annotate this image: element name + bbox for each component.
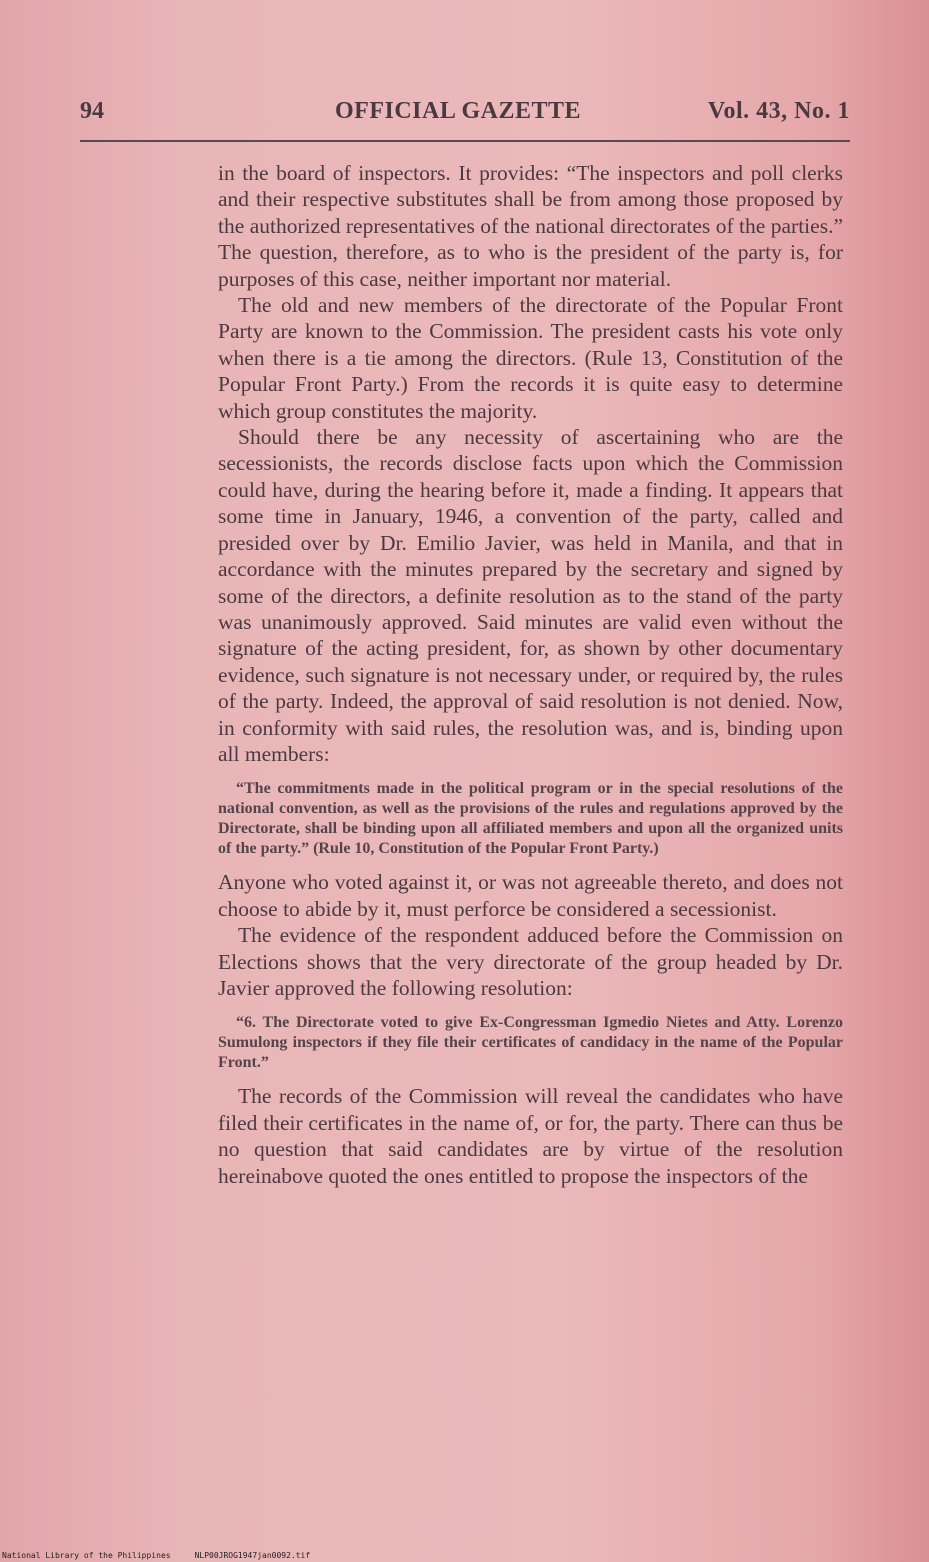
body-text [218,160,843,1189]
block-quote: “6. The Directorate voted to give Ex-Congressman Igmedio Nietes and Atty. Lorenzo Sumulong inspectors if they file their certificates of candidacy in the name of the Popular Front.” [218,1014,843,1072]
paragraph: The old and new members of the directorate of the Popular Front Party are known to the Commission. The president casts his vote only when there is a tie among the directors. (Rule 13, Constitution of the Popular Front Party.) From the records it is quite easy to determine which group constitutes the majority. [218,293,843,423]
paragraph: Should there be any necessity of ascertaining who are the secessionists, the records disclose facts upon which the Commission could have, during the hearing before it, made a finding. It appears that some time in January, 1946, a convention of the party, called and presided over by Dr. Emilio Javier, was held in Manila, and that in accordance with the minutes prepared by the secretary and signed by some of the directors, a definite resolution as to the stand of the party was unanimously approved. Said minutes are valid even without the signature of the acting president, for, as shown by other documentary evidence, such signature is not necessary under, or required by, the rules of the party. Indeed, the approval of said resolution is not denied. Now, in conformity with said rules, the resolution was, and is, binding upon all members: [218,425,843,766]
paragraph: The records of the Commission will reveal the candidates who have filed their certificates in the name of, or for, the party. There can thus be no question that said candidates are by virtue of the resolution hereinabove quoted the ones entitled to propose the inspectors of the [218,1084,843,1188]
page-number: 94 [80,98,104,124]
publication-title: OFFICIAL GAZETTE [335,98,582,124]
paragraph: The evidence of the respondent adduced before the Commission on Elections shows that the very directorate of the group headed by Dr. Javier approved the following resolution: [218,923,843,1000]
footer-file: NLP00JROG1947jan0092.tif [194,1551,311,1560]
header-rule [80,140,850,142]
paragraph: in the board of inspectors. It provides: “The inspectors and poll clerks and their respective substitutes shall be from among those proposed by the authorized representatives of the national directorates of the parties.” The question, therefore, as to who is the president of the party is, for purposes of this case, neither important nor material. [218,161,843,291]
scan-footer [2,1551,310,1560]
paragraph: Anyone who voted against it, or was not agreeable thereto, and does not choose to abide by it, must perforce be considered a secessionist. [218,870,843,921]
volume-number: Vol. 43, No. 1 [707,98,850,124]
footer-library: National Library of the Philippines [2,1551,171,1560]
running-header [80,98,850,134]
block-quote: “The commitments made in the political program or in the special resolutions of the national convention, as well as the provisions of the rules and regulations approved by the Directorate, shall be binding upon all affiliated members and upon all the organized units of the party.” (Rule 10, Constitution of the Popular Front Party.) [218,780,843,858]
